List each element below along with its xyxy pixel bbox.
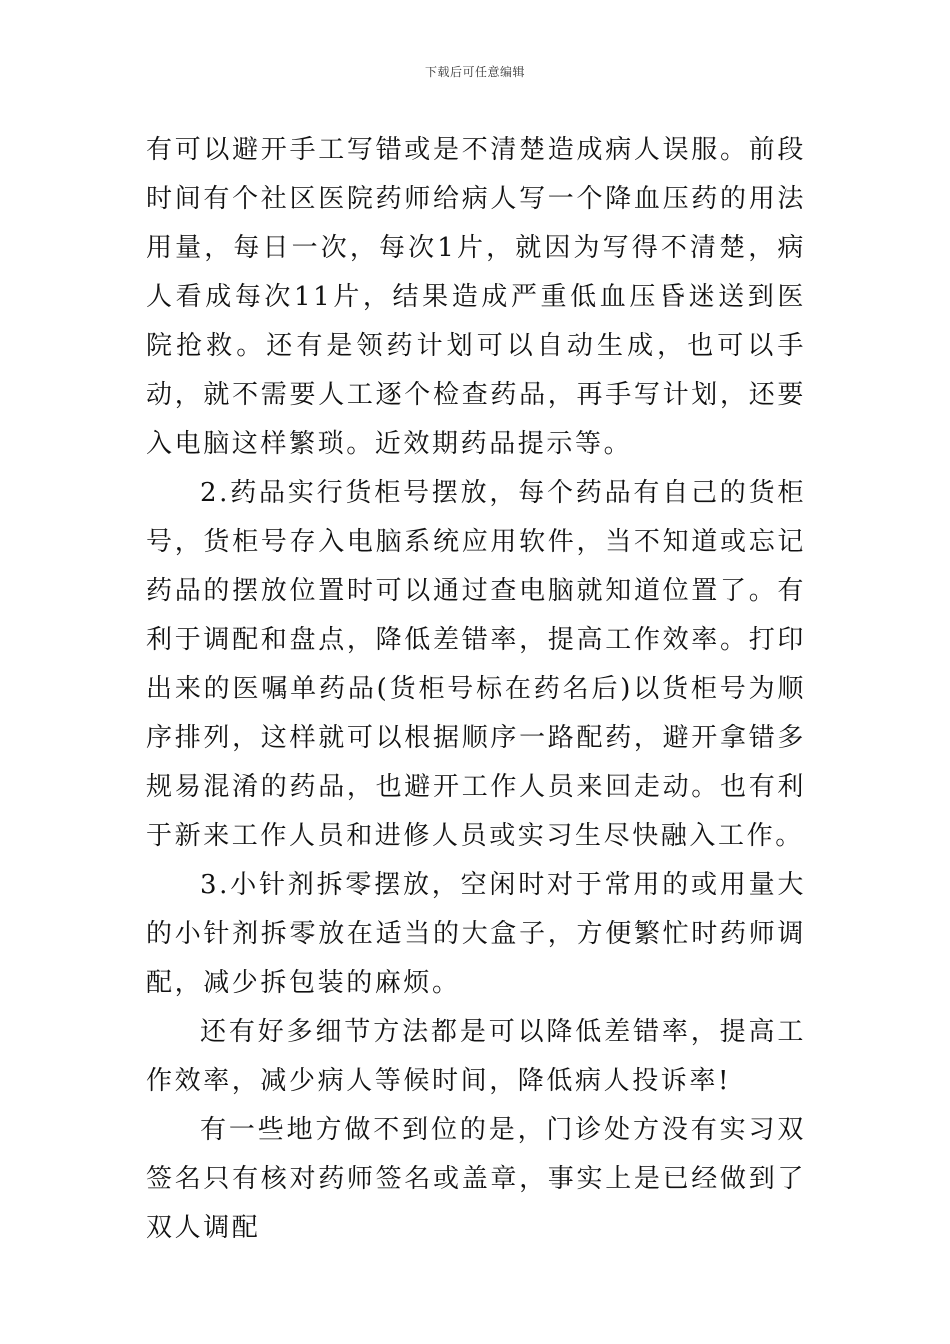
paragraph-item-3: 3.小针剂拆零摆放，空闲时对于常用的或用量大的小针剂拆零放在适当的大盒子，方便繁忙时药师调配，减少拆包装的麻烦。 bbox=[146, 870, 806, 998]
paragraph-shortcomings: 有一些地方做不到位的是，门诊处方没有实习双签名只有核对药师签名或盖章，事实上是已经做到了双人调配 bbox=[146, 1115, 806, 1243]
paragraph-summary: 还有好多细节方法都是可以降低差错率，提高工作效率，减少病人等候时间，降低病人投诉率! bbox=[146, 1017, 806, 1096]
page-header-note: 下载后可任意编辑 bbox=[424, 65, 525, 79]
paragraph-continued: 有可以避开手工写错或是不清楚造成病人误服。前段时间有个社区医院药师给病人写一个降血压药的用法用量，每日一次，每次1片，就因为写得不清楚，病人看成每次11片，结果造成严重低血压昏迷送到医院抢救。还有是领药计划可以自动生成，也可以手动，就不需要人工逐个检查药品，再手写计划，还要入电脑这样繁琐。近效期药品提示等。 bbox=[146, 135, 806, 459]
paragraph-item-2: 2.药品实行货柜号摆放，每个药品有自己的货柜号，货柜号存入电脑系统应用软件，当不知道或忘记药品的摆放位置时可以通过查电脑就知道位置了。有利于调配和盘点，降低差错率，提高工作效率。打印出来的医嘱单药品(货柜号标在药名后)以货柜号为顺序排列，这样就可以根据顺序一路配药，避开拿错多规易混淆的药品，也避开工作人员来回走动。也有利于新来工作人员和进修人员或实习生尽快融入工作。 bbox=[146, 478, 807, 851]
document-body bbox=[146, 126, 806, 1253]
